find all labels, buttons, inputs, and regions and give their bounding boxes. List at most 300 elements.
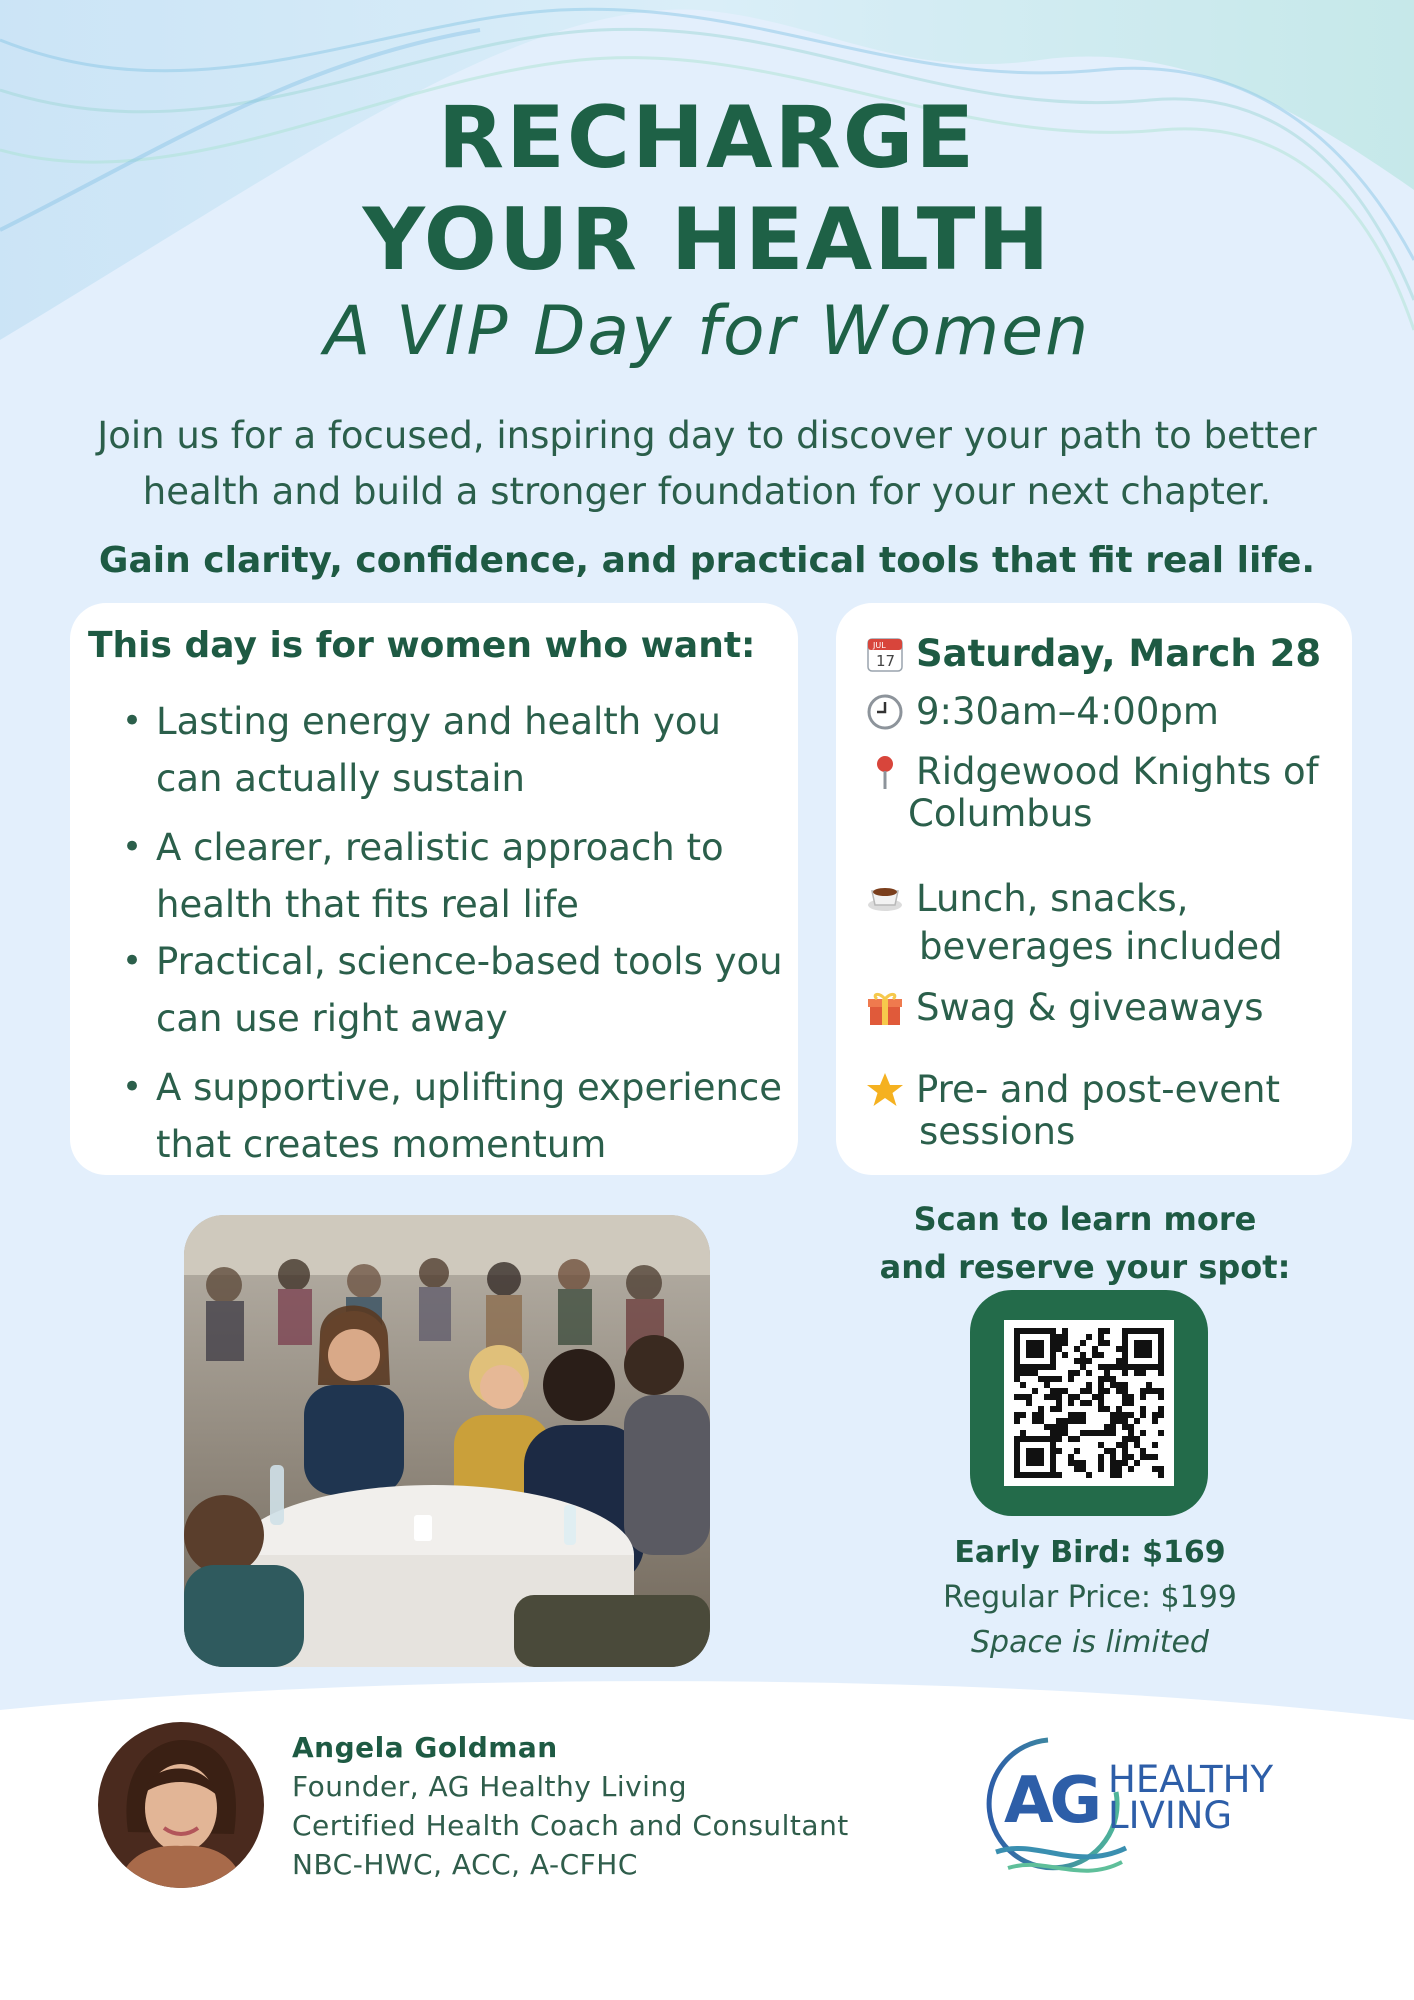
intro-line-1: Join us for a focused, inspiring day to discover your path to better xyxy=(97,414,1317,457)
qr-module xyxy=(1056,1388,1062,1394)
qr-module xyxy=(1014,1466,1020,1472)
qr-module xyxy=(1050,1394,1056,1400)
qr-module xyxy=(1056,1334,1062,1340)
list-item-line: Practical, science-based tools you xyxy=(156,940,783,983)
qr-module xyxy=(1074,1448,1080,1454)
qr-module xyxy=(1080,1388,1086,1394)
qr-module xyxy=(1134,1328,1140,1334)
qr-module xyxy=(1140,1454,1146,1460)
qr-module xyxy=(1032,1370,1038,1376)
qr-module xyxy=(1152,1466,1158,1472)
qr-module xyxy=(1014,1454,1020,1460)
qr-module xyxy=(1128,1400,1134,1406)
qr-module xyxy=(1014,1334,1020,1340)
qr-module xyxy=(1032,1352,1038,1358)
qr-module xyxy=(1116,1412,1122,1418)
bullet-icon: • xyxy=(122,941,143,981)
qr-code[interactable] xyxy=(1004,1320,1174,1486)
qr-module xyxy=(1116,1382,1122,1388)
svg-text:JUL: JUL xyxy=(873,641,886,650)
event-date: Saturday, March 28 xyxy=(916,632,1322,675)
qr-module xyxy=(1074,1460,1080,1466)
qr-module xyxy=(1146,1346,1152,1352)
qr-module xyxy=(1062,1424,1068,1430)
qr-module xyxy=(1050,1460,1056,1466)
qr-module xyxy=(1050,1358,1056,1364)
intro-paragraph xyxy=(60,408,1354,520)
list-item-line: A clearer, realistic approach to xyxy=(156,826,724,869)
qr-module xyxy=(1050,1352,1056,1358)
qr-module xyxy=(1128,1466,1134,1472)
qr-module xyxy=(1152,1454,1158,1460)
qr-module xyxy=(1032,1418,1038,1424)
qr-module xyxy=(1086,1334,1092,1340)
qr-module xyxy=(1110,1418,1116,1424)
qr-module xyxy=(1134,1346,1140,1352)
qr-module xyxy=(1020,1364,1026,1370)
qr-module xyxy=(1038,1454,1044,1460)
qr-module xyxy=(1056,1424,1062,1430)
qr-module xyxy=(1104,1430,1110,1436)
qr-module xyxy=(1050,1454,1056,1460)
qr-module xyxy=(1122,1454,1128,1460)
qr-module xyxy=(1146,1382,1152,1388)
qr-module xyxy=(1122,1448,1128,1454)
qr-module xyxy=(1098,1400,1104,1406)
space-limited-note: Space is limited xyxy=(971,1625,1209,1660)
intro-line-2: health and build a stronger foundation for your next chapter. xyxy=(142,470,1272,513)
qr-module xyxy=(1140,1388,1146,1394)
qr-module xyxy=(1128,1412,1134,1418)
qr-module xyxy=(1080,1460,1086,1466)
qr-module xyxy=(1038,1472,1044,1478)
qr-module xyxy=(1110,1448,1116,1454)
qr-module xyxy=(1014,1370,1020,1376)
qr-module xyxy=(1128,1364,1134,1370)
qr-module xyxy=(1038,1340,1044,1346)
qr-module xyxy=(1068,1454,1074,1460)
qr-module xyxy=(1050,1436,1056,1442)
qr-module xyxy=(1098,1352,1104,1358)
qr-module xyxy=(1038,1364,1044,1370)
swag-text: Swag & giveaways xyxy=(916,986,1264,1029)
title-line-2: YOUR HEALTH xyxy=(362,190,1052,290)
qr-module xyxy=(1032,1448,1038,1454)
qr-module xyxy=(1158,1412,1164,1418)
qr-module xyxy=(1038,1352,1044,1358)
event-details-card xyxy=(836,603,1352,1175)
qr-module xyxy=(1014,1328,1020,1334)
qr-module xyxy=(1026,1394,1032,1400)
event-photo xyxy=(184,1215,710,1667)
qr-module xyxy=(1026,1454,1032,1460)
qr-module xyxy=(1068,1418,1074,1424)
qr-module xyxy=(1062,1340,1068,1346)
qr-module xyxy=(1032,1436,1038,1442)
qr-module xyxy=(1014,1352,1020,1358)
svg-text:17: 17 xyxy=(876,652,896,670)
food-line-1: Lunch, snacks, xyxy=(916,877,1189,920)
qr-module xyxy=(1116,1466,1122,1472)
qr-module xyxy=(1062,1334,1068,1340)
qr-module xyxy=(1158,1352,1164,1358)
qr-module xyxy=(1098,1340,1104,1346)
qr-module xyxy=(1050,1406,1056,1412)
qr-module xyxy=(1116,1364,1122,1370)
qr-module xyxy=(1056,1340,1062,1346)
qr-module xyxy=(1062,1430,1068,1436)
qr-module xyxy=(1014,1418,1020,1424)
host-bio xyxy=(292,1728,852,1884)
host-portrait xyxy=(98,1722,264,1888)
qr-module xyxy=(1110,1430,1116,1436)
qr-module xyxy=(1098,1382,1104,1388)
qr-module xyxy=(1044,1472,1050,1478)
qr-module xyxy=(1086,1382,1092,1388)
qr-module xyxy=(1146,1454,1152,1460)
qr-module xyxy=(1050,1448,1056,1454)
qr-module xyxy=(1140,1352,1146,1358)
qr-module xyxy=(1140,1370,1146,1376)
qr-module xyxy=(1020,1430,1026,1436)
qr-module xyxy=(1032,1364,1038,1370)
host-role: Founder, AG Healthy Living xyxy=(292,1770,687,1803)
qr-module xyxy=(1038,1328,1044,1334)
qr-module xyxy=(1146,1388,1152,1394)
food-line-2: beverages included xyxy=(919,925,1283,968)
qr-module xyxy=(1122,1358,1128,1364)
qr-module xyxy=(1080,1418,1086,1424)
qr-module xyxy=(1128,1430,1134,1436)
qr-module xyxy=(1152,1418,1158,1424)
qr-module xyxy=(1152,1328,1158,1334)
qr-module xyxy=(1050,1472,1056,1478)
qr-module xyxy=(1056,1430,1062,1436)
event-photo-illustration xyxy=(184,1215,710,1667)
regular-price: Regular Price: $199 xyxy=(943,1580,1237,1615)
time-row xyxy=(866,691,1336,733)
swag-row xyxy=(866,987,1336,1029)
qr-module xyxy=(1056,1406,1062,1412)
qr-module xyxy=(1152,1364,1158,1370)
qr-module xyxy=(1056,1418,1062,1424)
qr-module xyxy=(1092,1346,1098,1352)
location-row xyxy=(866,751,1336,835)
qr-module xyxy=(1098,1376,1104,1382)
qr-module xyxy=(1044,1328,1050,1334)
qr-module xyxy=(1122,1460,1128,1466)
qr-module xyxy=(1158,1346,1164,1352)
qr-module xyxy=(1080,1412,1086,1418)
qr-module xyxy=(1140,1328,1146,1334)
qr-module xyxy=(1032,1388,1038,1394)
qr-module xyxy=(1158,1388,1164,1394)
qr-module xyxy=(1020,1370,1026,1376)
qr-module xyxy=(1140,1394,1146,1400)
qr-module xyxy=(1026,1448,1032,1454)
qr-module xyxy=(1110,1412,1116,1418)
qr-module xyxy=(1140,1412,1146,1418)
scan-line-2: and reserve your spot: xyxy=(879,1248,1291,1286)
qr-module xyxy=(1050,1388,1056,1394)
qr-module xyxy=(1128,1424,1134,1430)
list-item-line: that creates momentum xyxy=(156,1123,607,1166)
qr-module xyxy=(1140,1340,1146,1346)
host-title: Certified Health Coach and Consultant xyxy=(292,1809,849,1842)
coffee-icon xyxy=(866,877,904,915)
qr-module xyxy=(1116,1358,1122,1364)
qr-module xyxy=(1122,1346,1128,1352)
qr-module xyxy=(1074,1370,1080,1376)
early-bird-price: Early Bird: $169 xyxy=(954,1535,1226,1570)
qr-module xyxy=(1158,1394,1164,1400)
qr-module xyxy=(1092,1394,1098,1400)
qr-module xyxy=(1116,1460,1122,1466)
qr-module xyxy=(1122,1370,1128,1376)
qr-module xyxy=(1158,1340,1164,1346)
qr-module xyxy=(1098,1430,1104,1436)
qr-module xyxy=(1140,1430,1146,1436)
qr-module xyxy=(1092,1352,1098,1358)
svg-text:AG: AG xyxy=(1004,1764,1099,1838)
qr-module xyxy=(1098,1454,1104,1460)
qr-module xyxy=(1014,1358,1020,1364)
qr-module xyxy=(1056,1448,1062,1454)
qr-module xyxy=(1122,1382,1128,1388)
list-item xyxy=(122,819,786,933)
qr-module xyxy=(1050,1376,1056,1382)
scan-instructions xyxy=(850,1195,1320,1291)
date-row xyxy=(866,633,1336,675)
qr-module xyxy=(1062,1418,1068,1424)
qr-module xyxy=(1140,1346,1146,1352)
qr-module xyxy=(1146,1328,1152,1334)
qr-module xyxy=(1122,1442,1128,1448)
qr-module xyxy=(1134,1418,1140,1424)
qr-module xyxy=(1104,1364,1110,1370)
qr-module xyxy=(1098,1334,1104,1340)
qr-module xyxy=(1068,1436,1074,1442)
qr-module xyxy=(1080,1358,1086,1364)
qr-module xyxy=(1158,1364,1164,1370)
qr-module xyxy=(1122,1412,1128,1418)
qr-module xyxy=(1116,1418,1122,1424)
qr-module xyxy=(1134,1460,1140,1466)
qr-module xyxy=(1122,1394,1128,1400)
qr-module xyxy=(1086,1388,1092,1394)
qr-module xyxy=(1020,1436,1026,1442)
qr-module xyxy=(1068,1400,1074,1406)
ag-healthy-living-logo xyxy=(966,1722,1306,1892)
qr-module xyxy=(1134,1436,1140,1442)
qr-module xyxy=(1044,1364,1050,1370)
qr-module xyxy=(1026,1328,1032,1334)
qr-module xyxy=(1104,1406,1110,1412)
qr-module xyxy=(1050,1346,1056,1352)
qr-module xyxy=(1110,1424,1116,1430)
qr-module xyxy=(1134,1442,1140,1448)
qr-module xyxy=(1032,1412,1038,1418)
qr-module xyxy=(1110,1382,1116,1388)
calendar-icon xyxy=(866,635,904,673)
qr-module xyxy=(1110,1466,1116,1472)
qr-module xyxy=(1128,1328,1134,1334)
event-time: 9:30am–4:00pm xyxy=(916,690,1219,733)
qr-module xyxy=(1128,1436,1134,1442)
qr-module xyxy=(1014,1340,1020,1346)
qr-module xyxy=(1122,1436,1128,1442)
qr-module xyxy=(1014,1364,1020,1370)
scan-line-1: Scan to learn more xyxy=(913,1200,1257,1238)
svg-text:LIVING: LIVING xyxy=(1108,1794,1233,1837)
gift-icon xyxy=(866,989,904,1027)
qr-module xyxy=(1014,1346,1020,1352)
qr-module xyxy=(1032,1328,1038,1334)
qr-module xyxy=(1020,1412,1026,1418)
qr-module xyxy=(1086,1358,1092,1364)
qr-module xyxy=(1080,1400,1086,1406)
qr-module xyxy=(1146,1352,1152,1358)
qr-module xyxy=(1050,1364,1056,1370)
qr-module xyxy=(1134,1340,1140,1346)
qr-module xyxy=(1122,1418,1128,1424)
qr-module xyxy=(1128,1394,1134,1400)
qr-module xyxy=(1104,1376,1110,1382)
qr-module xyxy=(1098,1394,1104,1400)
qr-module xyxy=(1140,1406,1146,1412)
qr-module xyxy=(1074,1394,1080,1400)
qr-module xyxy=(1056,1472,1062,1478)
qr-module xyxy=(1080,1466,1086,1472)
qr-module xyxy=(1152,1442,1158,1448)
qr-module xyxy=(1050,1334,1056,1340)
qr-module xyxy=(1026,1400,1032,1406)
qr-module xyxy=(1122,1424,1128,1430)
host-avatar xyxy=(98,1722,264,1888)
bullet-icon: • xyxy=(122,1067,143,1107)
qr-module xyxy=(1014,1460,1020,1466)
qr-module xyxy=(1056,1346,1062,1352)
qr-module xyxy=(1086,1430,1092,1436)
qr-module xyxy=(1026,1340,1032,1346)
qr-module xyxy=(1122,1334,1128,1340)
qr-module xyxy=(1122,1328,1128,1334)
qr-module xyxy=(1026,1352,1032,1358)
qr-module xyxy=(1038,1436,1044,1442)
qr-module xyxy=(1122,1400,1128,1406)
qr-module xyxy=(1104,1448,1110,1454)
qr-module xyxy=(1032,1460,1038,1466)
qr-module xyxy=(1014,1448,1020,1454)
qr-module xyxy=(1080,1430,1086,1436)
qr-module xyxy=(1050,1340,1056,1346)
qr-module xyxy=(1044,1382,1050,1388)
qr-module xyxy=(1086,1472,1092,1478)
qr-module xyxy=(1068,1376,1074,1382)
list-item-line: A supportive, uplifting experience xyxy=(156,1066,783,1109)
qr-module xyxy=(1020,1382,1026,1388)
audience-heading: This day is for women who want: xyxy=(88,625,756,666)
list-item xyxy=(122,693,786,807)
qr-module xyxy=(1014,1436,1020,1442)
qr-module xyxy=(1098,1364,1104,1370)
qr-module xyxy=(1074,1358,1080,1364)
qr-module xyxy=(1104,1424,1110,1430)
tagline: Gain clarity, confidence, and practical tools that fit real life. xyxy=(98,540,1316,581)
bullet-icon: • xyxy=(122,701,143,741)
qr-module xyxy=(1044,1394,1050,1400)
qr-module xyxy=(1116,1472,1122,1478)
qr-module xyxy=(1158,1472,1164,1478)
sessions-line-2: sessions xyxy=(919,1110,1076,1153)
qr-module xyxy=(1032,1472,1038,1478)
sessions-row xyxy=(866,1069,1336,1153)
qr-module xyxy=(1110,1376,1116,1382)
qr-module xyxy=(1134,1364,1140,1370)
qr-module xyxy=(1038,1448,1044,1454)
qr-module xyxy=(1158,1466,1164,1472)
qr-module xyxy=(1050,1442,1056,1448)
qr-module xyxy=(1158,1406,1164,1412)
qr-module xyxy=(1026,1436,1032,1442)
qr-module xyxy=(1074,1466,1080,1472)
qr-module xyxy=(1050,1424,1056,1430)
qr-module xyxy=(1158,1370,1164,1376)
qr-module xyxy=(1026,1364,1032,1370)
qr-module xyxy=(1056,1394,1062,1400)
qr-module xyxy=(1044,1376,1050,1382)
qr-module xyxy=(1014,1394,1020,1400)
qr-module xyxy=(1050,1466,1056,1472)
qr-module xyxy=(1038,1460,1044,1466)
qr-module xyxy=(1110,1472,1116,1478)
clock-icon xyxy=(866,693,904,731)
pin-icon xyxy=(866,753,904,791)
qr-module xyxy=(1116,1388,1122,1394)
qr-module xyxy=(1140,1448,1146,1454)
qr-module xyxy=(1056,1436,1062,1442)
qr-module xyxy=(1014,1412,1020,1418)
qr-module xyxy=(1050,1430,1056,1436)
qr-module xyxy=(1122,1364,1128,1370)
qr-module xyxy=(1104,1370,1110,1376)
qr-module xyxy=(1104,1328,1110,1334)
svg-text:HEALTHY: HEALTHY xyxy=(1108,1758,1274,1801)
subtitle: A VIP Day for Women xyxy=(323,292,1091,371)
qr-module xyxy=(1158,1328,1164,1334)
qr-module xyxy=(1110,1460,1116,1466)
audience-card xyxy=(70,603,798,1175)
qr-module xyxy=(1122,1388,1128,1394)
qr-module xyxy=(1074,1412,1080,1418)
host-name: Angela Goldman xyxy=(292,1731,558,1764)
qr-module xyxy=(1158,1430,1164,1436)
qr-module xyxy=(1074,1418,1080,1424)
qr-module xyxy=(1044,1424,1050,1430)
qr-module xyxy=(1014,1376,1020,1382)
qr-module xyxy=(1056,1400,1062,1406)
qr-module xyxy=(1038,1376,1044,1382)
qr-code-frame[interactable] xyxy=(970,1290,1208,1516)
qr-module xyxy=(1104,1388,1110,1394)
qr-module xyxy=(1098,1460,1104,1466)
list-item-line: can use right away xyxy=(156,997,508,1040)
qr-module xyxy=(1104,1340,1110,1346)
qr-module xyxy=(1020,1394,1026,1400)
qr-module xyxy=(1092,1430,1098,1436)
qr-module xyxy=(1086,1370,1092,1376)
qr-module xyxy=(1098,1466,1104,1472)
